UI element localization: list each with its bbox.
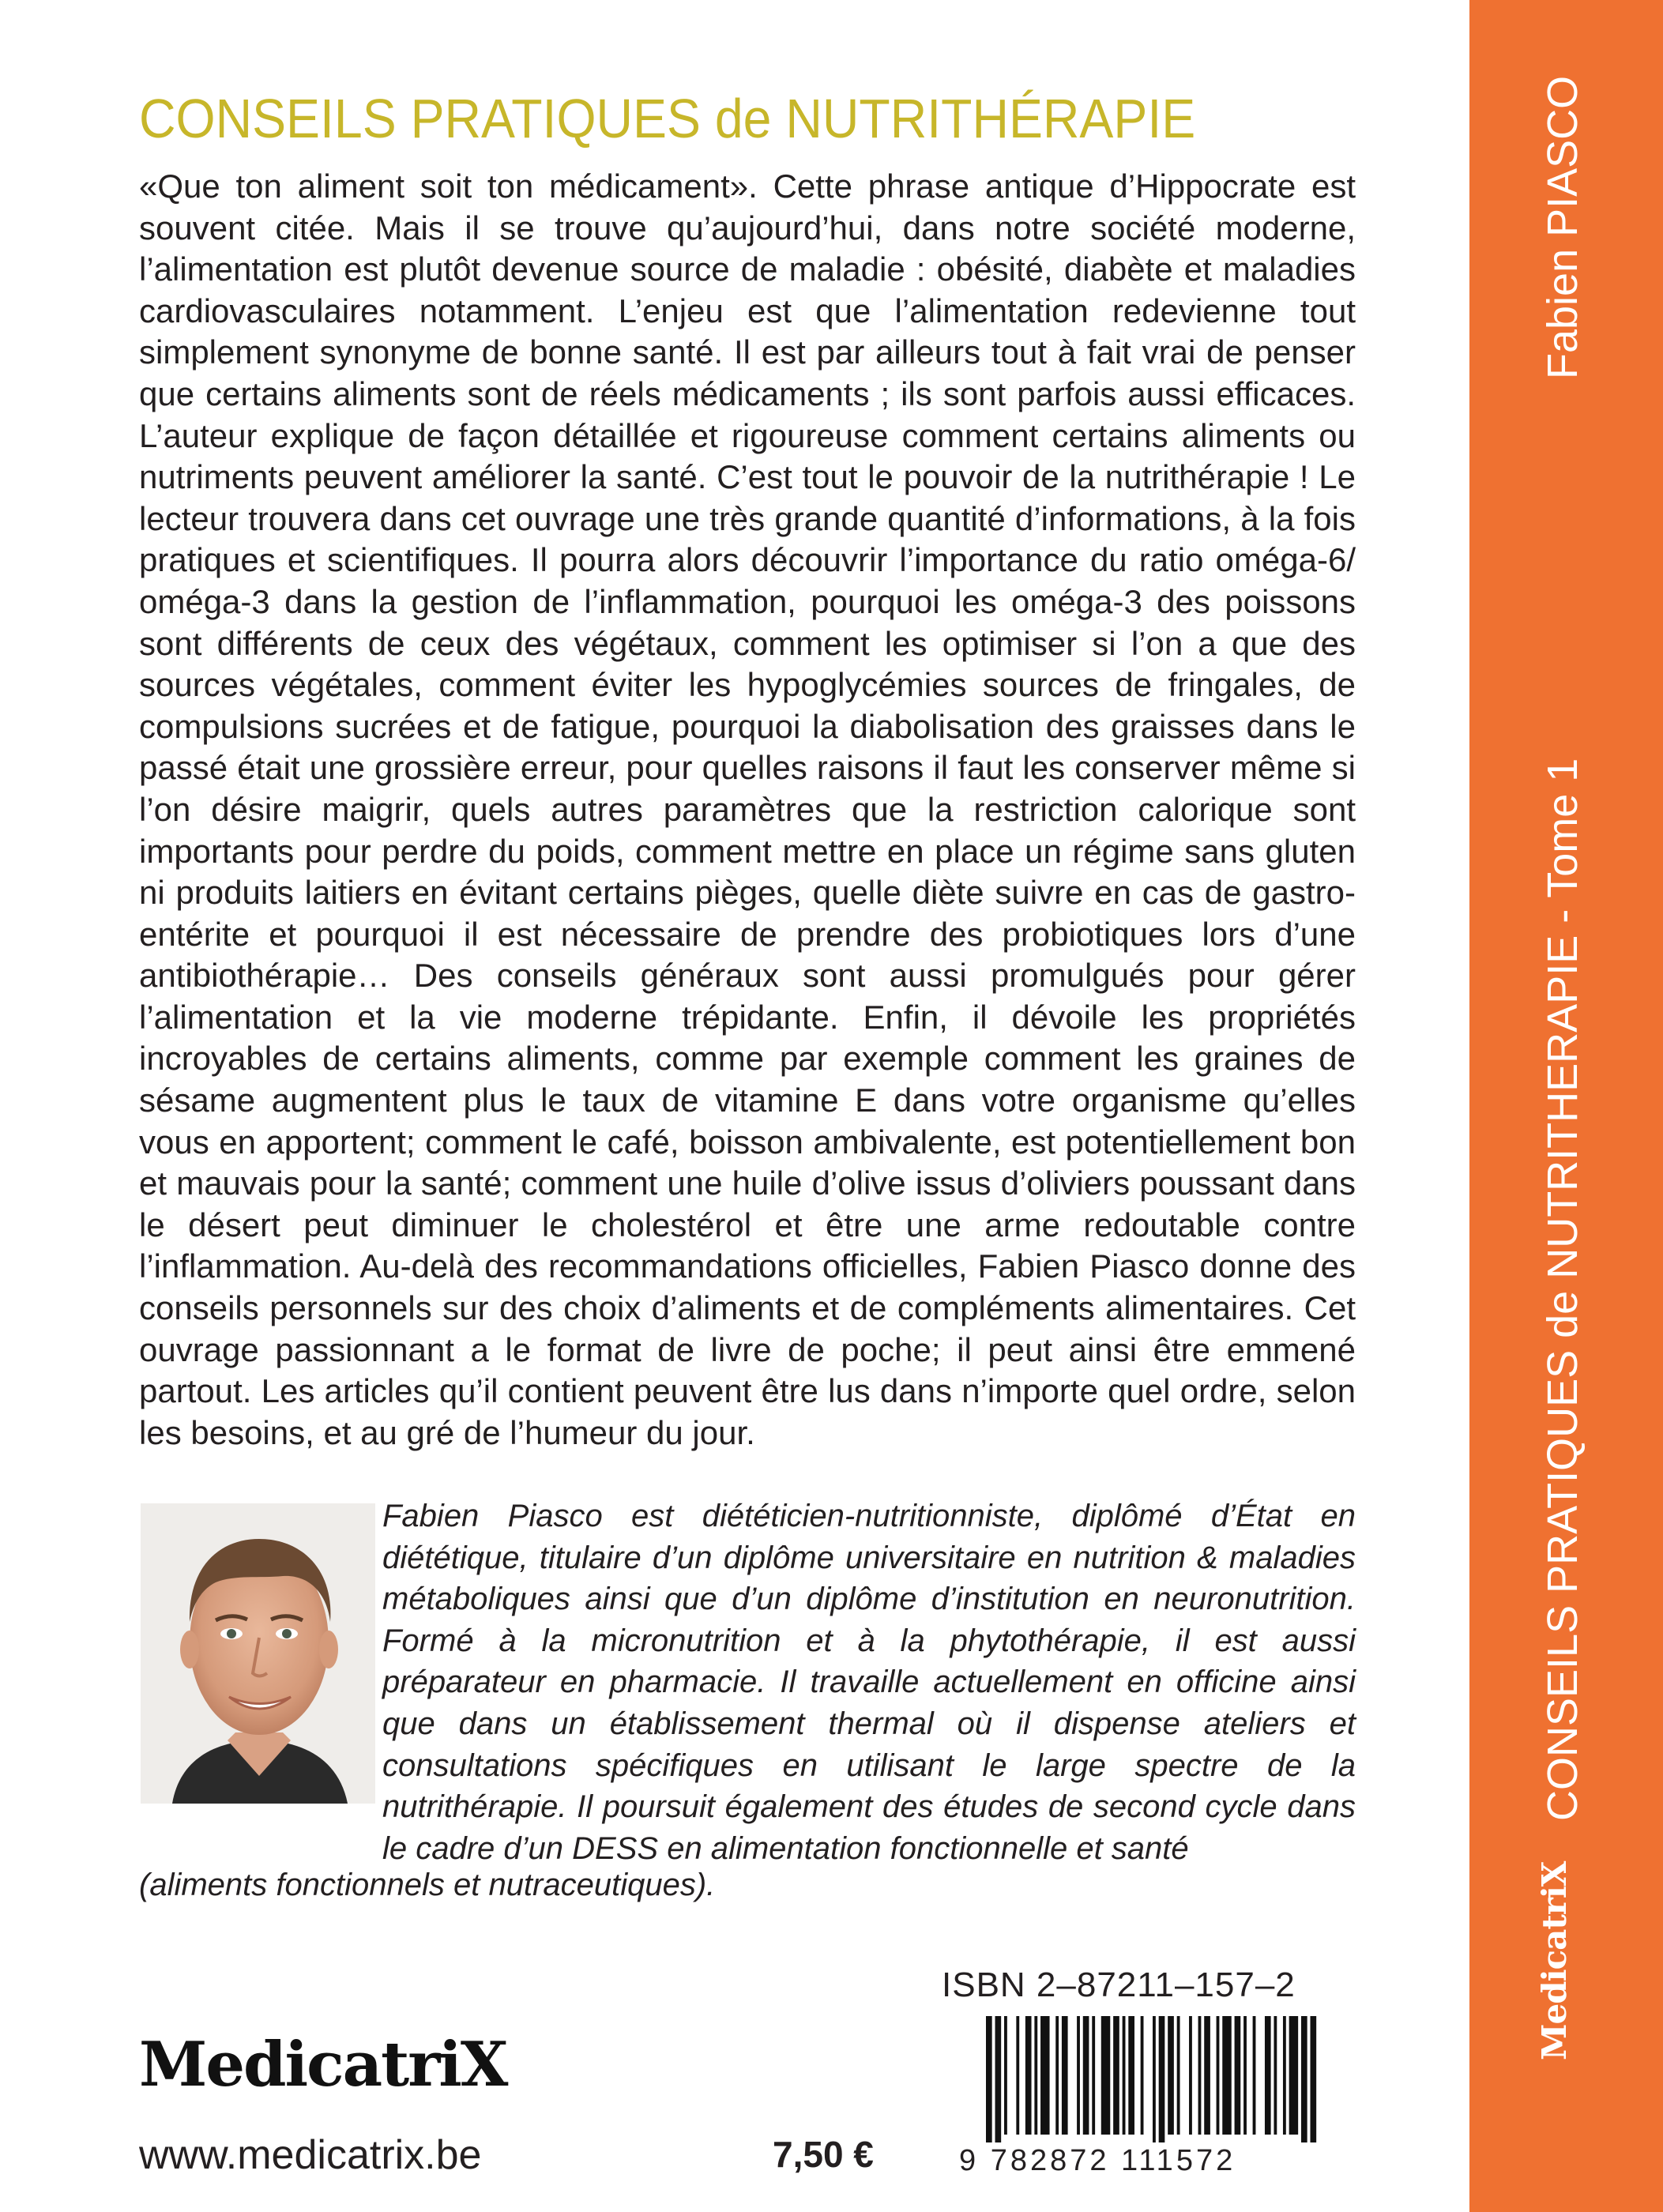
barcode-bar: [1217, 2016, 1220, 2135]
isbn: ISBN 2–87211–157–2: [942, 1966, 1296, 2004]
barcode-bar: [1034, 2016, 1037, 2135]
barcode-bar: [1113, 2016, 1119, 2135]
barcode-bar: [1101, 2016, 1111, 2135]
barcode-bar: [1222, 2016, 1232, 2135]
author-bio: Fabien Piasco est diététicien-nutritionniste, diplômé d’État en diététique, titulaire d’un diplôme universitaire en nutrition & maladies métaboliques ainsi que d’un diplôme d’institution en neuronutrition. Formé à la micronutrition et à la phytothérapie, il est aussi préparateur en pharmacie. Il travaille actuellement en officine ainsi que dans un établissement thermal où il dispense ateliers et consultations spécifiques en utilisant le large spectre de la nutrithérapie. Il poursuit également des études de second cycle dans le cadre d’un DESS en alimentation fonctionnelle et santé: [382, 1499, 1356, 1866]
blurb-text: «Que ton aliment soit ton médicament». Cette phrase antique d’Hippocrate est souvent citée. Mais il se trouve qu’aujourd’hui, dans notre société moderne, l’alimentation est plutôt devenue source de maladie : obésité, diabète et maladies cardiovasculaires notamment. L’enjeu est que l’alimentation redevienne tout simplement synonyme de bonne santé. Il est par ailleurs tout à fait vrai de penser que certains aliments sont de réels médicaments ; ils sont parfois aussi efficaces. L’auteur explique de façon détaillée et rigoureuse comment certains aliments ou nutriments peuvent améliorer la santé. C’est tout le pouvoir de la nutrithérapie ! Le lecteur trouvera dans cet ouvrage une très grande quantité d’informations, à la fois pratiques et scientifiques. Il pourra alors découvrir l’importance du ratio oméga-6/ oméga-3 dans la gestion de l’inflammation, pourquoi les oméga-3 des poissons sont différents de ceux des végétaux, comment les optimiser si l’on a que des sources végétales, comment éviter les hypoglycémies sources de fringales, de compulsions sucrées et de fatigue, pourquoi la diabolisation des graisses dans le passé était une grossière erreur, pour quelles raisons il faut les conserver même si l’on désire maigrir, quels autres paramètres que la restriction calorique sont importants pour perdre du poids, comment mettre en place un régime sans gluten ni produits laitiers en évitant certains pièges, quelle diète suivre en cas de gastro-entérite et pourquoi il est nécessaire de prendre des probiotiques lors d’une antibiothérapie… Des conseils généraux sont aussi promulgués pour gérer l’alimentation et la vie moderne trépidante. Enfin, il dévoile les propriétés incroyables de certains aliments, comme par exemple comment les graines de sésame augmentent plus le taux de vitamine E dans votre organisme qu’elles vous en apportent; comment le café, boisson ambivalente, est potentiellement bon et mauvais pour la santé; comment une huile d’olive issus d’oliviers poussant dans le désert peut diminuer le cholestérol et être une arme redoutable contre l’inflammation. Au-delà des recommandations officielles, Fabien Piasco donne des conseils personnels sur des choix d’aliments et de compléments alimentaires. Cet ouvrage passionnant a le format de livre de poche; il peut ainsi être emmené partout. Les articles qu’il contient peuvent être lus dans n’importe quel ordre, selon les besoins, et au gré de l’humeur du jour.: [139, 167, 1356, 1451]
author-bio-end: (aliments fonctionnels et nutraceutiques).: [139, 1868, 716, 1902]
publisher-website: www.medicatrix.be: [139, 2132, 482, 2178]
barcode-bar: [1198, 2016, 1202, 2135]
barcode-bar: [1189, 2016, 1192, 2135]
barcode-bar: [1025, 2016, 1032, 2135]
barcode-bar: [1253, 2016, 1256, 2135]
barcode-bar: [1128, 2016, 1134, 2135]
author-photo: [141, 1503, 375, 1804]
barcode-bar: [1310, 2016, 1316, 2142]
barcode-bar: [1055, 2016, 1059, 2135]
barcode-bar: [1301, 2016, 1307, 2142]
barcode-bar: [1123, 2016, 1126, 2135]
barcode-bar: [1177, 2016, 1180, 2135]
spine-publisher-logo: MedicatriX: [1535, 1861, 1574, 2060]
book-title: CONSEILS PRATIQUES de NUTRITHÉRAPIE: [139, 88, 1196, 149]
barcode-bar: [986, 2016, 992, 2142]
barcode-bar: [1016, 2016, 1019, 2135]
barcode-bar: [1274, 2016, 1277, 2135]
barcode-bar: [1040, 2016, 1050, 2135]
spine-title: CONSEILS PRATIQUES de NUTRITHERAPIE - Tome 1: [1539, 758, 1586, 1821]
publisher-logo: MedicatriX: [139, 2029, 507, 2101]
barcode-bar: [1235, 2016, 1241, 2135]
barcode-bar: [1004, 2016, 1007, 2135]
author-portrait-image: [141, 1503, 375, 1804]
barcode: [986, 2016, 1319, 2142]
barcode-bar: [1083, 2016, 1089, 2135]
barcode-bar: [1168, 2016, 1174, 2135]
spine-author: Fabien PIASCO: [1539, 75, 1586, 379]
barcode-bar: [1243, 2016, 1247, 2135]
barcode-bar: [995, 2016, 1002, 2142]
barcode-digits: 9 782872 111572: [959, 2144, 1236, 2177]
price: 7,50 €: [773, 2134, 874, 2175]
barcode-bar: [1092, 2016, 1095, 2135]
barcode-bar: [1153, 2016, 1156, 2142]
barcode-bar: [1159, 2016, 1165, 2142]
barcode-bar: [1077, 2016, 1080, 2135]
barcode-bar: [1265, 2016, 1271, 2135]
barcode-bar: [1283, 2016, 1286, 2135]
barcode-bar: [1062, 2016, 1068, 2135]
barcode-bar: [1204, 2016, 1210, 2135]
barcode-bar: [1141, 2016, 1144, 2135]
barcode-bar: [1289, 2016, 1299, 2135]
